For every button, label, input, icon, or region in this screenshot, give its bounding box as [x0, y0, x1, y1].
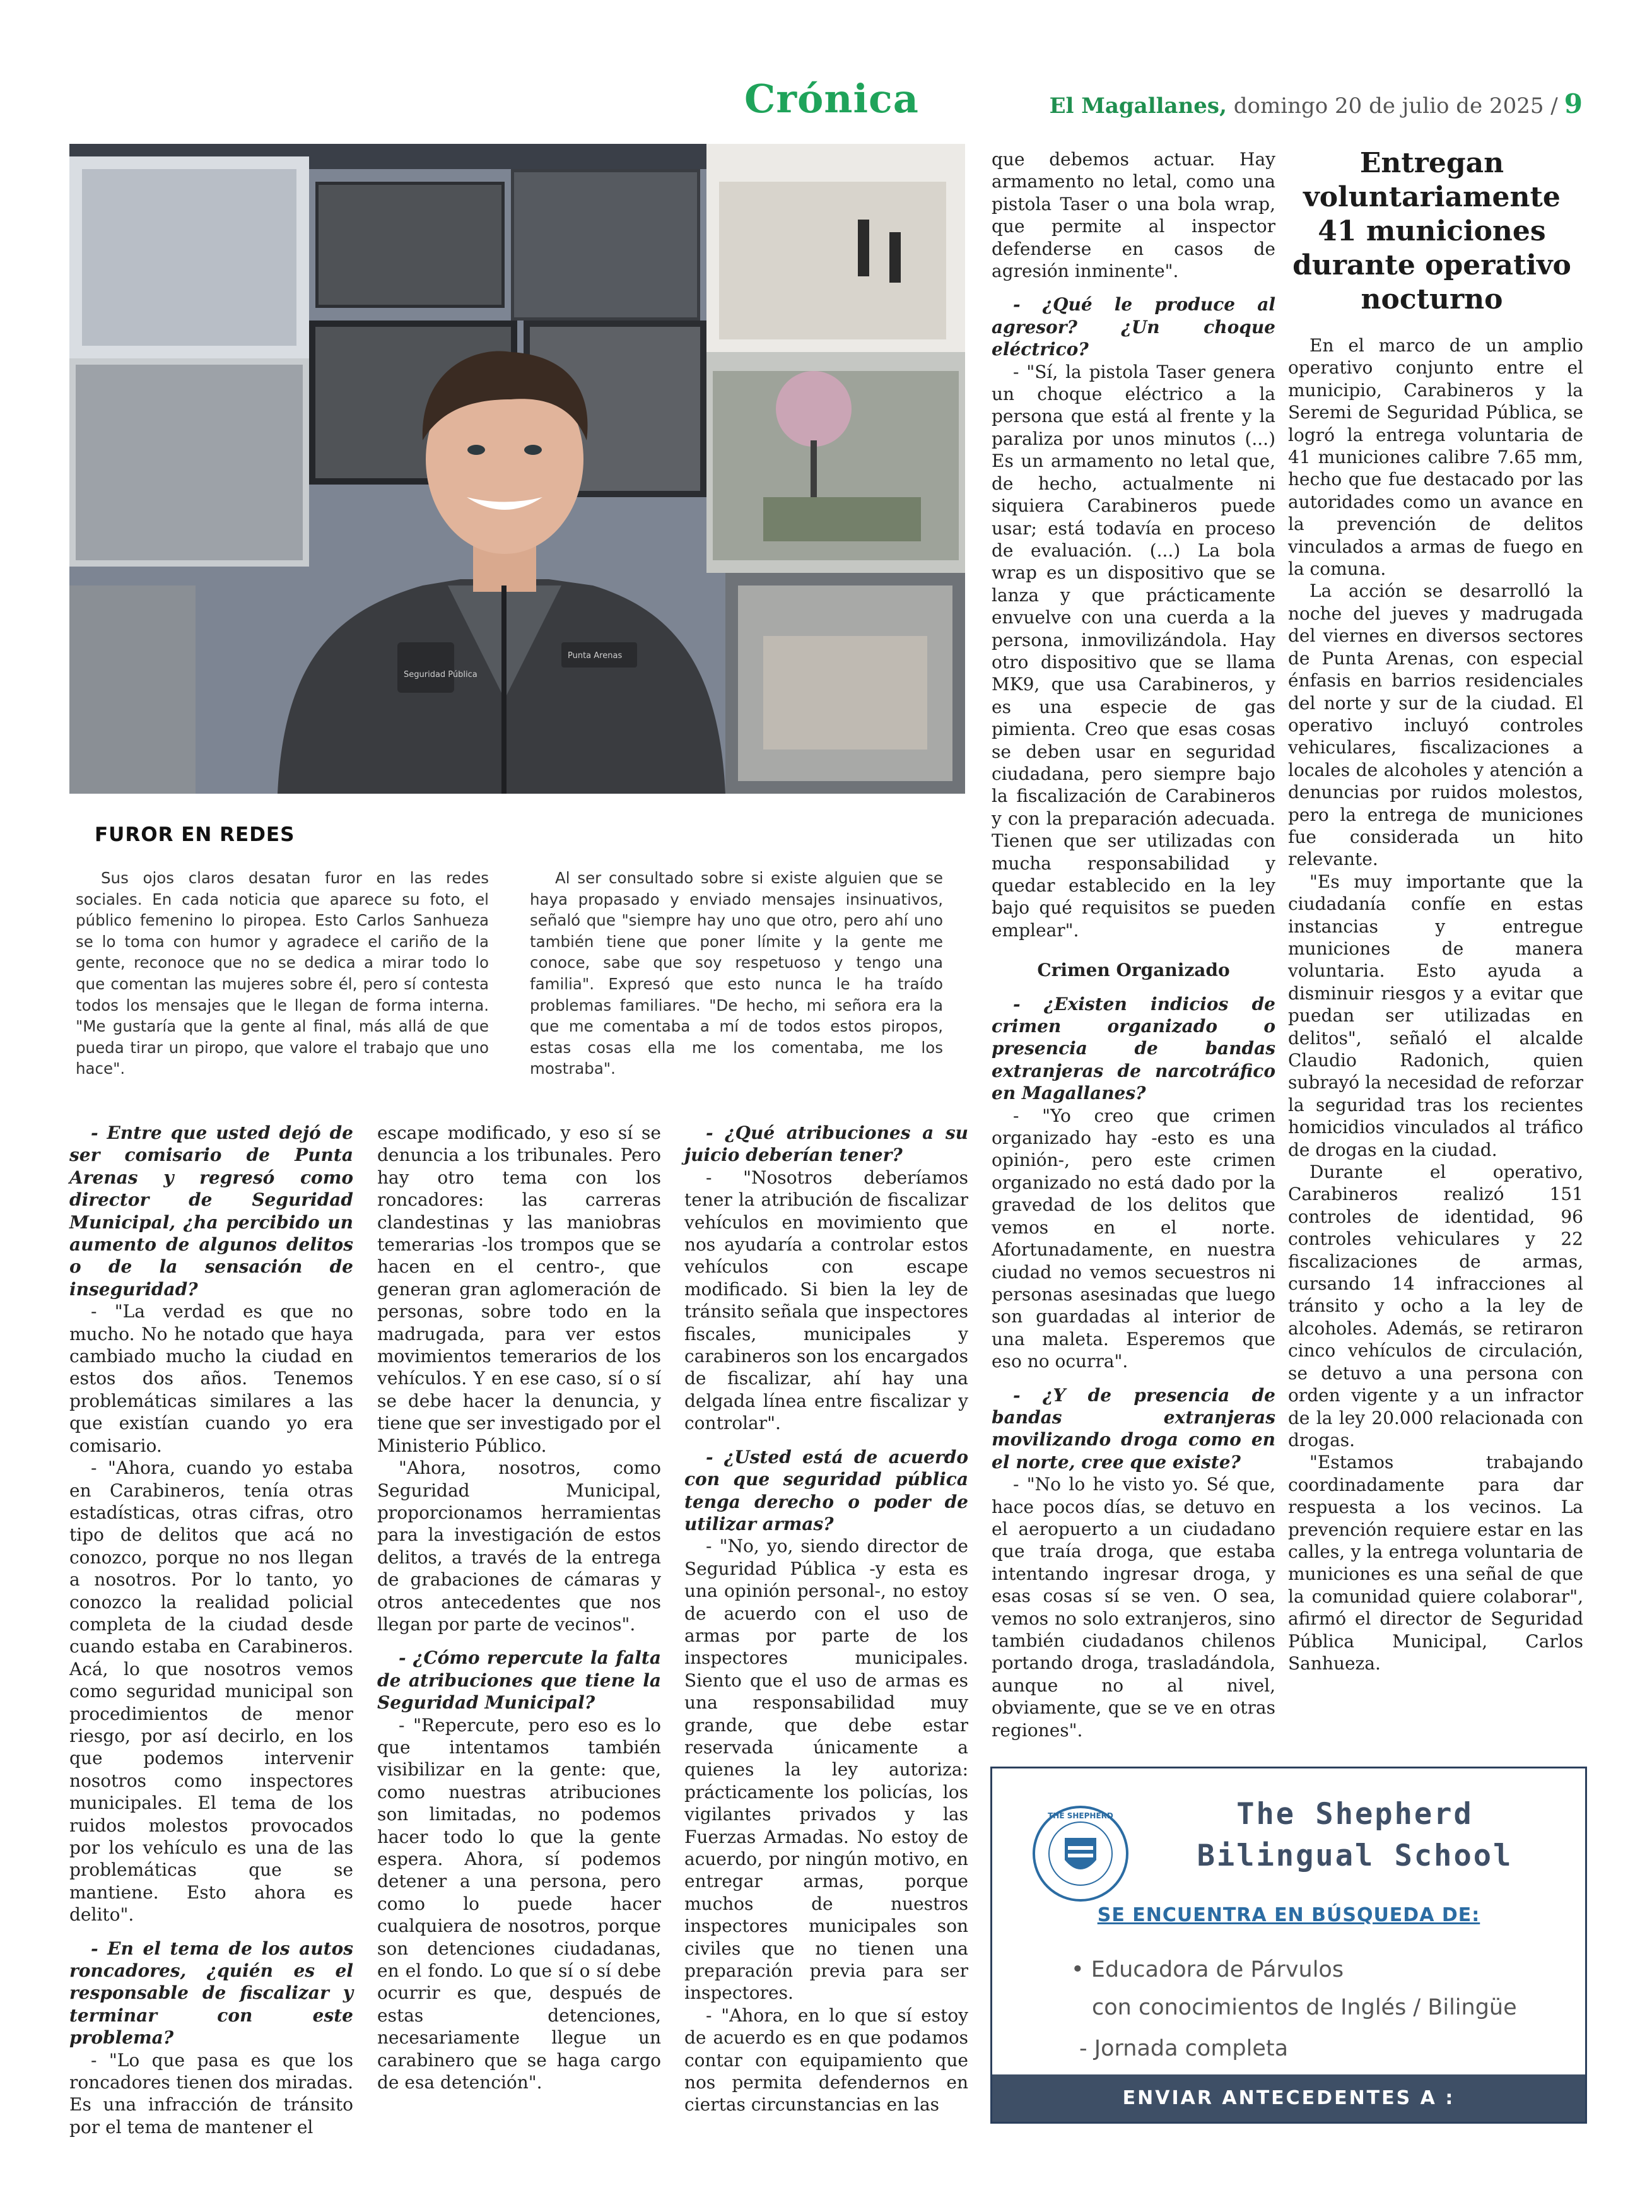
caption-column-2: [530, 868, 943, 1080]
jacket-logo-left: Seguridad Pública: [404, 670, 477, 679]
page-number: 9: [1564, 88, 1583, 119]
article-photo: [69, 144, 965, 794]
interview-question: - En el tema de los autos roncadores, ¿quién es el responsable de fiscalizar y terminar con este problema?: [69, 1938, 353, 2049]
interview-question: - ¿Usted está de acuerdo con que seguridad pública tenga derecho o poder de utilizar armas?: [684, 1446, 968, 1534]
caption-title: FUROR EN REDES: [95, 823, 295, 846]
search-label: SE ENCUENTRA EN BÚSQUEDA DE:: [1097, 1904, 1480, 1926]
interview-question: - ¿Cómo repercute la falta de atribuciones que tiene la Seguridad Municipal?: [377, 1647, 661, 1714]
paragraph: escape modificado, y eso sí se denuncia a los tribunales. Pero hay otro tema con los roncadores: las carreras clandestinas y las maniobras temerarias -los trompos que se hacen en el centro-, que generan gran aglomeración de personas, sobre todo en la madrugada, para ver estos movimientos temerarios de los vehículos. Y en ese caso, sí o sí se debe hacer la denuncia, y tiene que ser investigado por el Ministerio Público.: [377, 1122, 661, 1456]
logo-text: THE SHEPHERD: [1048, 1811, 1113, 1820]
issue-date: domingo 20 de julio de 2025: [1233, 93, 1544, 119]
caption-column-1: [76, 868, 489, 1080]
jacket-logo-right: Punta Arenas: [568, 651, 623, 661]
article-column-1: [69, 1122, 353, 2138]
paragraph: "Ahora, nosotros, como Seguridad Municipal, proporcionamos herramientas para la investigación de estos delitos, a través de la entrega de grabaciones de cámaras y otros antecedentes que nos llegan por parte de vecinos".: [377, 1457, 661, 1635]
paragraph: - "Ahora, en lo que sí estoy de acuerdo es en que podamos contar con equipamiento que nos permita defendernos en ciertas circunstancias en las: [684, 2004, 968, 2115]
shield-crest-icon: [1030, 1803, 1131, 1904]
sidebar-paragraph: "Es muy importante que la ciudadanía confíe en estas instancias y entregue municiones de manera voluntaria. Esto ayuda a disminuir riesgos y a evitar que puedan ser utilizadas en delitos", señaló el alcalde Claudio Radonich, quien subrayó la necesidad de reforzar la seguridad tras los recientes homicidios vinculados al tráfico de drogas en la ciudad.: [1288, 871, 1583, 1160]
job-item-2: - Jornada completa: [1079, 2036, 1289, 2061]
paragraph: - "Sí, la pistola Taser genera un choque eléctrico a la persona que está al frente y la paraliza por unos minutos (...) Es un armamento no letal que, de hecho, actualmente ni siquiera Carabineros puede usar; está todavía en proceso de evaluación. (...) La bola wrap es un dispositivo que se lanza y que prácticamente envuelve con una cuerda a la persona, inmovilizándola. Hay otro dispositivo que se llama MK9, que usa Carabineros, y es una especie de gas pimienta. Creo que esas cosas se deben usar en seguridad ciudadana, pero siempre bajo la fiscalización de Carabineros y con la preparación adecuada. Tienen que ser utilizadas con mucha responsabilidad y quedar establecido en la ley bajo qué requisitos se pueden emplear".: [992, 361, 1275, 941]
sidebar-paragraph: La acción se desarrolló la noche del jueves y madrugada del viernes en diversos sectores de Punta Arenas, con especial énfasis en barrios residenciales del norte y sur de la ciudad. El operativo incluyó controles vehiculares, fiscalizaciones a locales de alcoholes y atención a denuncias por ruidos molestos, pero la entrega de municiones fue considerada un hito relevante.: [1288, 580, 1583, 870]
caption-paragraph: Sus ojos claros desatan furor en las redes sociales. En cada noticia que aparece su foto, el público femenino lo piropea. Esto Carlos Sanhueza se lo toma con humor y agradece el cariño de la gente, reconoce que no se dedica a mirar todo lo que comentan las mujeres sobre él, pero sí contesta todos los mensajes que le llegan de forma interna. "Me gustaría que la gente al final, más allá de que pueda tirar un piropo, que valore el trabajo que uno hace".: [76, 869, 489, 1078]
interview-question: - ¿Existen indicios de crimen organizado o presencia de bandas extranjeras de narcotráfico en Magallanes?: [992, 993, 1275, 1104]
sidebar-paragraph: Durante el operativo, Carabineros realizó 151 controles de identidad, 96 controles vehiculares y 22 fiscalizaciones de armas, cursando 14 infracciones al tránsito y ocho a la ley de alcoholes. Además, se retiraron cinco vehículos de circulación, se detuvo a una persona con orden vigente y a un infractor de la ley 20.000 relacionada con drogas.: [1288, 1162, 1583, 1450]
paragraph: - "Lo que pasa es que los roncadores tienen dos miradas. Es una infracción de tránsito por el tema de mantener el: [69, 2049, 353, 2138]
job-item-1: • Educadora de Párvulos: [1071, 1957, 1344, 1982]
article-column-4: [992, 148, 1275, 1741]
job-item-1-detail: con conocimientos de Inglés / Bilingüe: [1092, 1995, 1517, 2020]
paragraph: - "Nosotros deberíamos tener la atribución de fiscalizar vehículos en movimiento que nos ayudaría a controlar estos vehículos con escape modificado. Si bien la ley de tránsito señala que inspectores fiscales, municipales y carabineros son los encargados de fiscalizar, ahí hay una delgada línea entre fiscalizar y controlar".: [684, 1167, 968, 1434]
caption-paragraph: Al ser consultado sobre si existe alguien que se haya propasado y enviado mensajes insinuativos, señaló que "siempre hay uno que otro, pero ahí uno también tiene que poner límite y la gente me conoce, sabe que soy respetuoso y tengo una familia". Expresó que esto nunca le ha traído problemas familiares. "De hecho, mi señora era la que me comentaba a mí de todos estos piropos, estas cosas ella me los comentaba, me los mostraba".: [530, 869, 943, 1078]
photo-person-in-monitoring-room-icon: [69, 144, 965, 794]
school-name-line-1: The Shepherd: [1236, 1797, 1473, 1832]
interview-question: - ¿Y de presencia de bandas extranjeras movilizando droga como en el norte, cree que existe?: [992, 1384, 1275, 1473]
paragraph: - "La verdad es que no mucho. No he notado que haya cambiado mucho la ciudad en estos dos años. Tenemos problemáticas similares a las que existían cuando yo era comisario.: [69, 1301, 353, 1456]
sidebar-paragraph: "Estamos trabajando coordinadamente para dar respuesta a los vecinos. La prevención requiere estar en las calles, y la entrega voluntaria de municiones es una señal de que la comunidad quiere colaborar", afirmó el director de Seguridad Pública Municipal, Carlos Sanhueza.: [1288, 1452, 1583, 1674]
school-name-line-2: Bilingual School: [1197, 1838, 1513, 1873]
sidebar-headline: Entregan voluntariamente 41 municiones durante operativo nocturno: [1292, 147, 1571, 315]
paragraph: - "Ahora, cuando yo estaba en Carabineros, tenía otras estadísticas, otras cifras, otro tipo de delitos que acá no conozco, porque no nos llegan a nosotros. Por lo tanto, yo conozco la realidad policial completa de la ciudad desde cuando estaba en Carabineros. Acá, lo que nosotros vemos como seguridad municipal son procedimientos de menor riesgo, por así decirlo, en los que podemos intervenir nosotros como inspectores municipales. El tema de los ruidos molestos provocados por los vehículo es una de las problemáticas que se mantiene. Esto ahora es delito".: [69, 1457, 353, 1926]
school-advertisement: [990, 1767, 1587, 2156]
section-title: Crónica: [744, 76, 919, 122]
masthead-info: [1050, 88, 1583, 119]
article-column-3: [684, 1122, 968, 2116]
interview-question: - ¿Qué atribuciones a su juicio deberían tener?: [684, 1122, 968, 1166]
interview-question: - Entre que usted dejó de ser comisario de Punta Arenas y regresó como director de Seguridad Municipal, ¿ha percibido un aumento de algunos delitos o de la sensación de inseguridad?: [69, 1122, 353, 1300]
paragraph: - "No lo he visto yo. Sé que, hace pocos días, se detuvo en el aeropuerto a un ciudadano que traía droga, que estaba intentando ingresar droga, y esas cosas sí se ven. O sea, vemos no solo extranjeros, sino también ciudadanos chilenos portando droga, trasladándola, aunque no al nivel, obviamente, que se ve en otras regiones".: [992, 1474, 1275, 1741]
school-name: [1150, 1794, 1560, 1877]
paragraph: - "Yo creo que crimen organizado hay -esto es una opinión-, pero este crimen organizado no está dado por la gravedad de los delitos que vemos en el norte. Afortunadamente, en nuestra ciudad no vemos secuestros ni personas asesinadas que luego son guardadas al interior de una maleta. Esperemos que eso no ocurra".: [992, 1105, 1275, 1372]
interview-question: - ¿Qué le produce al agresor? ¿Un choque eléctrico?: [992, 294, 1275, 360]
publication-name: El Magallanes,: [1049, 93, 1227, 119]
sidebar-body: [1288, 334, 1583, 1674]
page-separator: /: [1550, 93, 1558, 119]
paragraph: que debemos actuar. Hay armamento no letal, como una pistola Taser o una bola wrap, que permite al inspector defenderse en casos de agresión inminente".: [992, 149, 1275, 282]
paragraph: - "Repercute, pero eso es lo que intentamos también visibilizar en la gente: que, como nuestras atribuciones son limitadas, no podemos hacer todo lo que la gente espera. Ahora, sí podemos detener a una persona, pero como lo puede hacer cualquiera de nosotros, porque son detenciones ciudadanas, en el fondo. Lo que sí o sí debe ocurrir es que, después de estas detenciones, necesariamente llegue un carabinero que se haga cargo de esa detención".: [377, 1714, 661, 2093]
sidebar-paragraph: En el marco de un amplio operativo conjunto entre el municipio, Carabineros y la Seremi de Seguridad Pública, se logró la entrega voluntaria de 41 municiones calibre 7.65 mm, hecho que fue destacado por las autoridades como un avance en la prevención de delitos vinculados a armas de fuego en la comuna.: [1288, 335, 1583, 580]
ad-contact-footer: ENVIAR ANTECEDENTES A : PLAYTIME@PLAYTIMEPUQ.CL: [992, 2074, 1585, 2122]
article-column-2: [377, 1122, 661, 2093]
paragraph: - "No, yo, siendo director de Seguridad Pública -y esta es una opinión personal-, no estoy de acuerdo con el uso de armas por parte de los inspectores municipales. Siento que el uso de armas es una responsabilidad muy grande, que debe estar reservada únicamente a quienes la ley autoriza: prácticamente los policías, los vigilantes privados y las Fuerzas Armadas. No estoy de acuerdo, por ningún motivo, en entregar armas, porque muchos de nuestros inspectores municipales son civiles que no tienen una preparación previa para ser inspectores.: [684, 1536, 968, 2004]
subheading: Crimen Organizado: [1037, 960, 1230, 981]
